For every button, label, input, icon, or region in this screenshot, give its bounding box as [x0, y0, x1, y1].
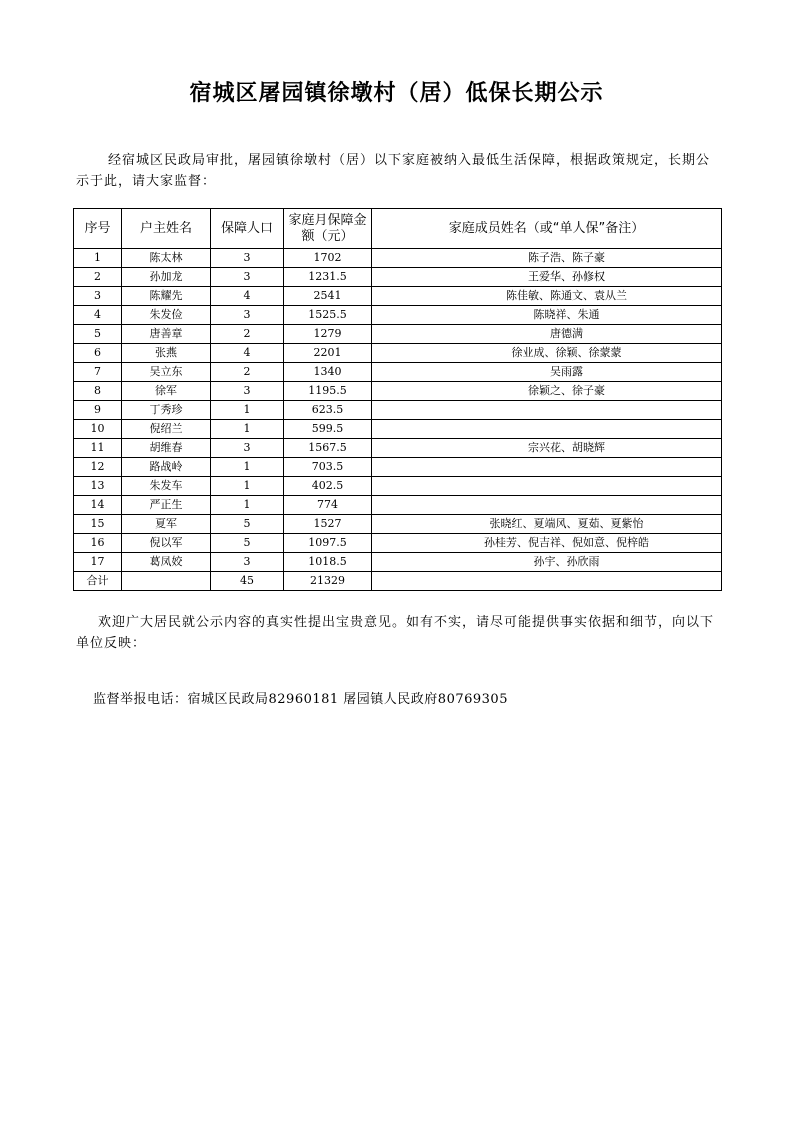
table-row	[74, 249, 722, 268]
closing-paragraph: 欢迎广大居民就公示内容的真实性提出宝贵意见。如有不实，请尽可能提供事实依据和细节，向以下单位反映：	[76, 615, 715, 651]
cell-name: 朱发俭	[122, 306, 211, 325]
table-row	[74, 534, 722, 553]
cell-people: 1	[211, 458, 284, 477]
table-header-row	[74, 209, 722, 249]
table-row	[74, 344, 722, 363]
cell-members: 张晓红、夏端风、夏茹、夏紫怡	[372, 515, 722, 534]
cell-members: 陈佳敏、陈通文、袁从兰	[372, 287, 722, 306]
cell-amount: 1279	[284, 325, 372, 344]
cell-members	[372, 496, 722, 515]
cell-name: 陈耀先	[122, 287, 211, 306]
cell-amount: 1195.5	[284, 382, 372, 401]
cell-people: 4	[211, 344, 284, 363]
cell-amount: 2541	[284, 287, 372, 306]
cell-people: 3	[211, 439, 284, 458]
cell-name: 吴立东	[122, 363, 211, 382]
cell-no: 5	[74, 325, 122, 344]
cell-members	[372, 401, 722, 420]
cell-no: 17	[74, 553, 122, 572]
cell-members: 孙宇、孙欣雨	[372, 553, 722, 572]
total-label: 合计	[74, 572, 122, 591]
cell-no: 2	[74, 268, 122, 287]
intro-paragraph: 经宿城区民政局审批，屠园镇徐墩村（居）以下家庭被纳入最低生活保障，根据政策规定，长期公示于此，请大家监督：	[76, 153, 711, 189]
cell-amount: 1527	[284, 515, 372, 534]
supervise-hotline: 监督举报电话：宿城区民政局82960181 屠园镇人民政府80769305	[93, 692, 508, 707]
header-no: 序号	[74, 209, 122, 249]
cell-people: 1	[211, 401, 284, 420]
cell-people: 1	[211, 420, 284, 439]
cell-people: 1	[211, 496, 284, 515]
cell-no: 15	[74, 515, 122, 534]
cell-members: 徐颖之、徐子豪	[372, 382, 722, 401]
page-title: 宿城区屠园镇徐墩村（居）低保长期公示	[189, 81, 604, 106]
cell-people: 3	[211, 268, 284, 287]
cell-people: 2	[211, 325, 284, 344]
cell-name: 丁秀珍	[122, 401, 211, 420]
header-amount: 家庭月保障金额（元）	[284, 209, 372, 249]
header-people: 保障人口	[211, 209, 284, 249]
cell-people: 5	[211, 515, 284, 534]
cell-name: 倪绍兰	[122, 420, 211, 439]
table-row	[74, 515, 722, 534]
allowance-table	[73, 208, 722, 591]
cell-amount: 1525.5	[284, 306, 372, 325]
header-members: 家庭成员姓名（或“单人保”备注）	[372, 209, 722, 249]
cell-name: 陈太林	[122, 249, 211, 268]
cell-members: 陈子浩、陈子豪	[372, 249, 722, 268]
total-people: 45	[211, 572, 284, 591]
cell-no: 11	[74, 439, 122, 458]
cell-no: 7	[74, 363, 122, 382]
total-empty	[122, 572, 211, 591]
cell-members: 王爱华、孙修权	[372, 268, 722, 287]
cell-name: 唐善章	[122, 325, 211, 344]
cell-amount: 1018.5	[284, 553, 372, 572]
cell-people: 1	[211, 477, 284, 496]
cell-people: 3	[211, 306, 284, 325]
cell-people: 3	[211, 249, 284, 268]
cell-members: 宗兴花、胡晓辉	[372, 439, 722, 458]
cell-name: 胡维春	[122, 439, 211, 458]
cell-amount: 1097.5	[284, 534, 372, 553]
table-row	[74, 325, 722, 344]
cell-name: 葛凤姣	[122, 553, 211, 572]
table-row	[74, 287, 722, 306]
cell-no: 12	[74, 458, 122, 477]
cell-no: 10	[74, 420, 122, 439]
total-row	[74, 572, 722, 591]
table-row	[74, 382, 722, 401]
table-row	[74, 496, 722, 515]
total-members-empty	[372, 572, 722, 591]
cell-amount: 402.5	[284, 477, 372, 496]
table-row	[74, 439, 722, 458]
cell-name: 徐军	[122, 382, 211, 401]
cell-members: 吴雨露	[372, 363, 722, 382]
table-row	[74, 420, 722, 439]
header-name: 户主姓名	[122, 209, 211, 249]
cell-members	[372, 477, 722, 496]
cell-amount: 599.5	[284, 420, 372, 439]
cell-amount: 2201	[284, 344, 372, 363]
cell-name: 孙加龙	[122, 268, 211, 287]
table-row	[74, 477, 722, 496]
table-body	[74, 249, 722, 572]
cell-people: 3	[211, 382, 284, 401]
table-row	[74, 268, 722, 287]
cell-name: 倪以军	[122, 534, 211, 553]
cell-no: 4	[74, 306, 122, 325]
cell-no: 9	[74, 401, 122, 420]
table-row	[74, 401, 722, 420]
cell-amount: 1567.5	[284, 439, 372, 458]
cell-amount: 703.5	[284, 458, 372, 477]
cell-people: 5	[211, 534, 284, 553]
cell-people: 4	[211, 287, 284, 306]
cell-name: 张燕	[122, 344, 211, 363]
cell-amount: 1702	[284, 249, 372, 268]
cell-name: 严正生	[122, 496, 211, 515]
total-amount: 21329	[284, 572, 372, 591]
cell-members: 孙桂芳、倪吉祥、倪如意、倪梓皓	[372, 534, 722, 553]
table-row	[74, 553, 722, 572]
cell-name: 朱发车	[122, 477, 211, 496]
cell-no: 3	[74, 287, 122, 306]
cell-members	[372, 420, 722, 439]
cell-people: 3	[211, 553, 284, 572]
cell-amount: 1231.5	[284, 268, 372, 287]
cell-no: 6	[74, 344, 122, 363]
cell-no: 1	[74, 249, 122, 268]
cell-members: 徐业成、徐颖、徐蒙蒙	[372, 344, 722, 363]
cell-no: 13	[74, 477, 122, 496]
table-row	[74, 363, 722, 382]
table-row	[74, 306, 722, 325]
cell-no: 16	[74, 534, 122, 553]
cell-no: 8	[74, 382, 122, 401]
cell-members: 唐德满	[372, 325, 722, 344]
cell-name: 路战岭	[122, 458, 211, 477]
cell-no: 14	[74, 496, 122, 515]
cell-people: 2	[211, 363, 284, 382]
cell-members	[372, 458, 722, 477]
cell-name: 夏军	[122, 515, 211, 534]
cell-members: 陈晓祥、朱通	[372, 306, 722, 325]
cell-amount: 623.5	[284, 401, 372, 420]
cell-amount: 774	[284, 496, 372, 515]
cell-amount: 1340	[284, 363, 372, 382]
table-row	[74, 458, 722, 477]
